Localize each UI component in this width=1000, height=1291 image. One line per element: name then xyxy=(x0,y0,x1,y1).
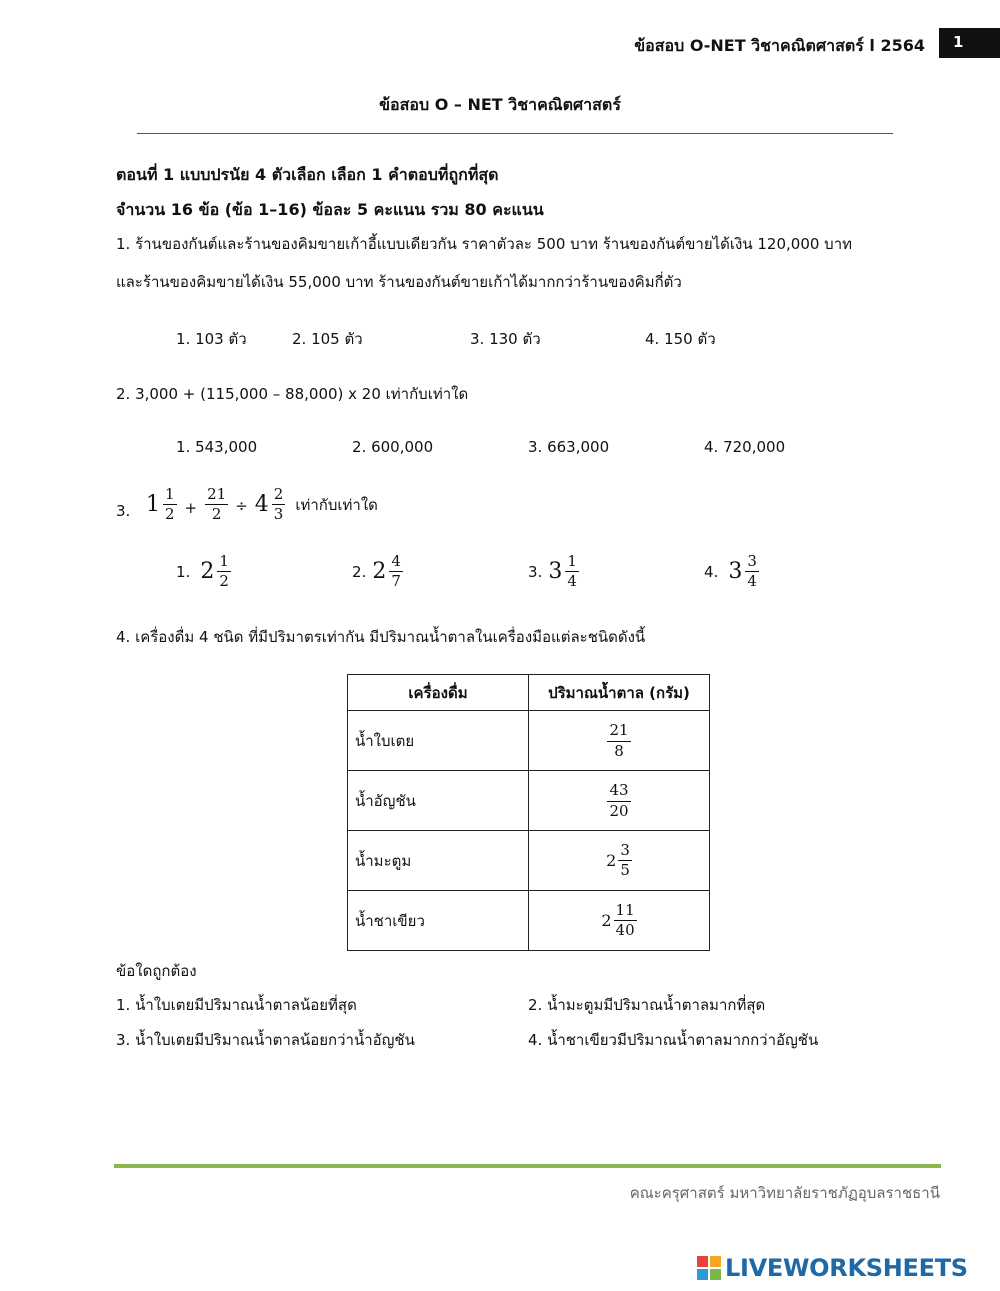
logo-block xyxy=(697,1256,708,1267)
q3-divide-sign: ÷ xyxy=(235,496,248,515)
page-number: 1 xyxy=(939,28,1000,58)
q3-option-1-num: 1 xyxy=(217,553,231,572)
q3-option-1-label: 1. xyxy=(176,562,191,581)
logo-blocks-icon xyxy=(697,1256,721,1280)
q3-option-3[interactable] xyxy=(528,553,579,591)
q4-option-1[interactable]: 1. น้ำใบเตยมีปริมาณน้ำตาลน้อยที่สุด xyxy=(116,996,357,1014)
q3-option-2-den: 7 xyxy=(391,572,401,591)
q4-option-3[interactable]: 3. น้ำใบเตยมีปริมาณน้ำตาลน้อยกว่าน้ำอัญชัน xyxy=(116,1031,415,1049)
table-row xyxy=(348,711,710,771)
table-row xyxy=(348,891,710,951)
q3-option-3-whole: 3 xyxy=(548,559,563,585)
q3-term-c-num: 2 xyxy=(272,486,286,505)
table-header-sugar: ปริมาณน้ำตาล (กรัม) xyxy=(529,675,710,711)
q1-text-line2: และร้านของคิมขายได้เงิน 55,000 บาท ร้านของกันต์ขายเก้าได้มากกว่าร้านของคิมกี่ตัว xyxy=(116,273,682,291)
header-title: ข้อสอบ O-NET วิชาคณิตศาสตร์ l 2564 xyxy=(634,36,925,55)
table-row xyxy=(348,771,710,831)
q3-expression xyxy=(146,486,378,524)
q1-option-1[interactable]: 1. 103 ตัว xyxy=(176,330,247,348)
q3-option-1-den: 2 xyxy=(219,572,229,591)
q3-suffix: เท่ากับเท่าใด xyxy=(295,495,378,514)
q1-text-line1: 1. ร้านของกันต์และร้านของคิมขายเก้าอี้แบบเดียวกัน ราคาตัวละ 500 บาท ร้านของกันต์ขายได้เงิน 120,000 บาท xyxy=(116,235,853,253)
q3-option-3-den: 4 xyxy=(567,572,577,591)
q3-term-c-whole: 4 xyxy=(254,492,269,518)
q3-option-2-whole: 2 xyxy=(372,559,387,585)
q3-term-a xyxy=(146,486,177,524)
q1-option-4[interactable]: 4. 150 ตัว xyxy=(645,330,716,348)
q3-option-2[interactable] xyxy=(352,553,403,591)
q3-option-3-num: 1 xyxy=(565,553,579,572)
q3-option-4-num: 3 xyxy=(745,553,759,572)
table-header-drink: เครื่องดื่ม xyxy=(348,675,529,711)
q4-option-2[interactable]: 2. น้ำมะตูมมีปริมาณน้ำตาลมากที่สุด xyxy=(528,996,766,1014)
sugar-whole: 2 xyxy=(606,851,617,870)
q3-option-1-whole: 2 xyxy=(200,559,215,585)
table-row xyxy=(348,831,710,891)
q3-option-4-den: 4 xyxy=(747,572,757,591)
section-subheading: จำนวน 16 ข้อ (ข้อ 1–16) ข้อละ 5 คะแนน รวม 80 คะแนน xyxy=(116,200,544,219)
sugar-den: 40 xyxy=(615,921,635,939)
sugar-num: 21 xyxy=(607,722,630,741)
sugar-den: 20 xyxy=(609,801,629,820)
q2-option-3[interactable]: 3. 663,000 xyxy=(528,438,610,456)
logo-block xyxy=(697,1269,708,1280)
table-cell-drink: น้ำใบเตย xyxy=(348,711,529,771)
q3-option-1[interactable] xyxy=(176,553,231,591)
sugar-table xyxy=(347,674,710,951)
q3-option-2-label: 2. xyxy=(352,562,367,581)
table-cell-drink: น้ำอัญชัน xyxy=(348,771,529,831)
q1-option-2[interactable]: 2. 105 ตัว xyxy=(292,330,363,348)
sugar-den: 8 xyxy=(614,741,624,760)
table-cell-sugar xyxy=(529,771,710,831)
footer-divider xyxy=(114,1164,941,1168)
q3-term-b-num: 21 xyxy=(205,486,228,505)
q3-term-b-den: 2 xyxy=(211,505,222,524)
table-cell-drink: น้ำชาเขียว xyxy=(348,891,529,951)
q3-term-a-whole: 1 xyxy=(146,492,160,518)
q3-option-4-label: 4. xyxy=(704,562,719,581)
table-cell-sugar xyxy=(529,891,710,951)
q3-term-a-den: 2 xyxy=(165,505,175,524)
q4-prompt: ข้อใดถูกต้อง xyxy=(116,962,197,980)
sugar-num: 43 xyxy=(607,782,630,801)
page-title: ข้อสอบ O – NET วิชาคณิตศาสตร์ xyxy=(379,95,621,114)
sugar-num: 3 xyxy=(618,842,632,861)
logo-block xyxy=(710,1269,721,1280)
q2-option-1[interactable]: 1. 543,000 xyxy=(176,438,258,456)
table-header-row xyxy=(348,675,710,711)
q2-option-2[interactable]: 2. 600,000 xyxy=(352,438,434,456)
q4-text: 4. เครื่องดื่ม 4 ชนิด ที่มีปริมาตรเท่ากัน มีปริมาณน้ำตาลในเครื่องมือแต่ละชนิดดังนี้ xyxy=(116,628,646,646)
q3-option-3-label: 3. xyxy=(528,562,543,581)
table-cell-sugar xyxy=(529,711,710,771)
table-cell-sugar xyxy=(529,831,710,891)
q3-option-2-num: 4 xyxy=(389,553,403,572)
brand-name: LIVEWORKSHEETS xyxy=(725,1254,968,1282)
q3-number: 3. xyxy=(116,502,131,520)
logo-block xyxy=(710,1256,721,1267)
q3-term-b xyxy=(205,486,228,524)
liveworksheets-logo[interactable] xyxy=(697,1254,968,1282)
q2-text: 2. 3,000 + (115,000 – 88,000) x 20 เท่ากับเท่าใด xyxy=(116,385,469,403)
q3-term-a-num: 1 xyxy=(163,486,177,505)
q3-term-c-den: 3 xyxy=(273,505,284,524)
footer-text: คณะครุศาสตร์ มหาวิทยาลัยราชภัฏอุบลราชธานี xyxy=(629,1184,940,1202)
section-heading: ตอนที่ 1 แบบปรนัย 4 ตัวเลือก เลือก 1 คำตอบที่ถูกที่สุด xyxy=(116,165,499,184)
q3-plus-sign: + xyxy=(184,498,198,517)
q1-option-3[interactable]: 3. 130 ตัว xyxy=(470,330,541,348)
title-divider xyxy=(137,133,893,134)
q4-option-4[interactable]: 4. น้ำชาเขียวมีปริมาณน้ำตาลมากกว่าอัญชัน xyxy=(528,1031,819,1049)
q3-option-4-whole: 3 xyxy=(728,559,743,585)
sugar-den: 5 xyxy=(620,861,630,879)
sugar-num: 11 xyxy=(614,902,637,921)
q3-option-4[interactable] xyxy=(704,553,759,591)
table-cell-drink: น้ำมะตูม xyxy=(348,831,529,891)
q2-option-4[interactable]: 4. 720,000 xyxy=(704,438,786,456)
sugar-whole: 2 xyxy=(601,911,612,930)
q3-term-c xyxy=(255,486,286,524)
